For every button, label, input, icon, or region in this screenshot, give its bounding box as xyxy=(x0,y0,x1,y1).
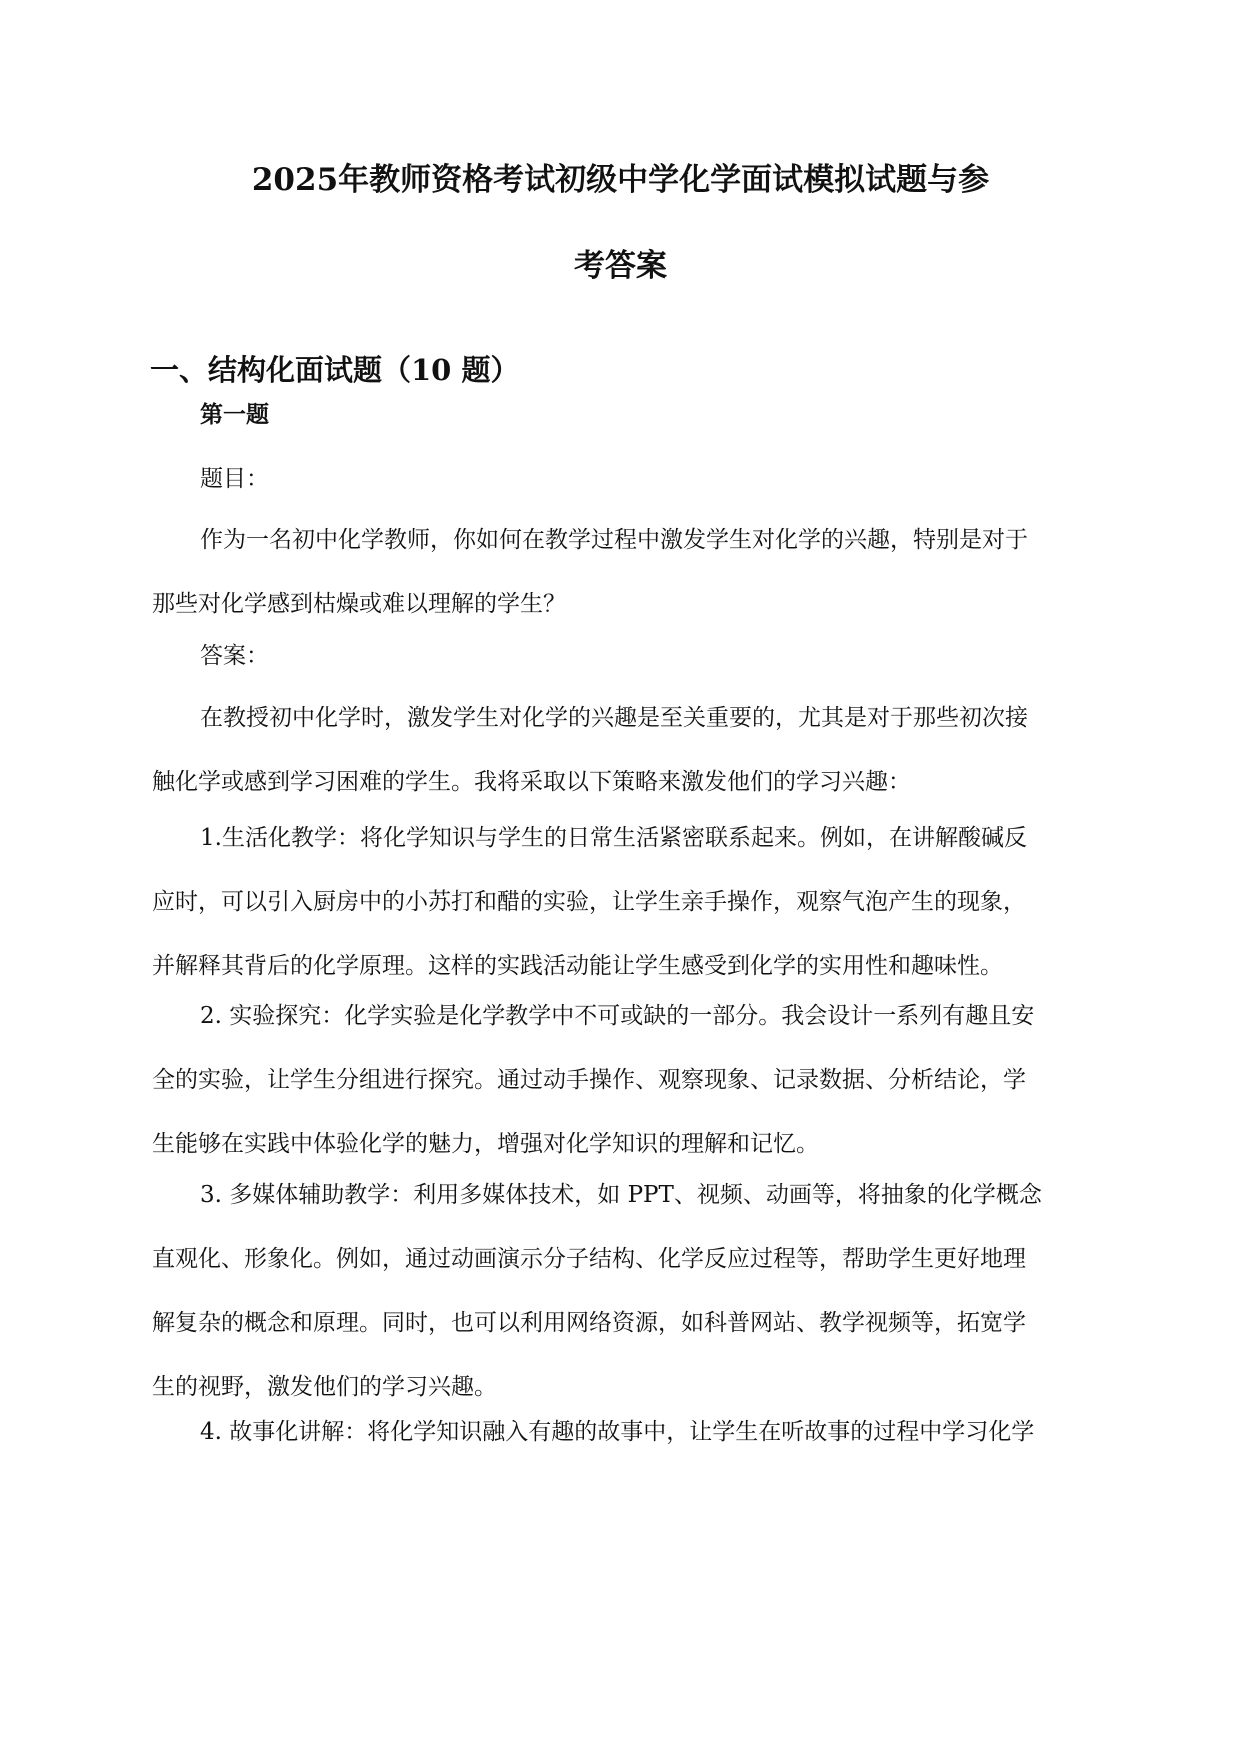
point3-line-3: 解复杂的概念和原理。同时，也可以利用网络资源，如科普网站、教学视频等，拓宽学 xyxy=(152,1310,1026,1336)
question-heading: 第一题 xyxy=(200,401,269,428)
document-title-line-2: 考答案 xyxy=(574,248,667,284)
section-heading: 一、结构化面试题（10 题） xyxy=(150,353,520,387)
answer-label: 答案： xyxy=(200,643,269,669)
answer-point-3 xyxy=(152,1163,1092,1419)
answer-point-4 xyxy=(152,1400,1092,1464)
point2-line-2: 全的实验，让学生分组进行探究。通过动手操作、观察现象、记录数据、分析结论，学 xyxy=(152,1067,1026,1093)
point3-line-4: 生的视野，激发他们的学习兴趣。 xyxy=(152,1374,497,1400)
point4-line-1: 4. 故事化讲解：将化学知识融入有趣的故事中，让学生在听故事的过程中学习化学 xyxy=(200,1419,1035,1445)
answer-point-1 xyxy=(152,806,1092,998)
point1-line-1: 1.生活化教学：将化学知识与学生的日常生活紧密联系起来。例如，在讲解酸碱反 xyxy=(200,825,1027,851)
question-line-2: 那些对化学感到枯燥或难以理解的学生？ xyxy=(152,591,566,617)
point2-line-3: 生能够在实践中体验化学的魅力，增强对化学知识的理解和记忆。 xyxy=(152,1131,819,1157)
question-label: 题目： xyxy=(200,466,269,492)
point3-line-2: 直观化、形象化。例如，通过动画演示分子结构、化学反应过程等，帮助学生更好地理 xyxy=(152,1246,1026,1272)
question-line-1: 作为一名初中化学教师，你如何在教学过程中激发学生对化学的兴趣，特别是对于 xyxy=(200,527,1028,553)
answer-intro xyxy=(152,686,1092,814)
point2-line-1: 2. 实验探究：化学实验是化学教学中不可或缺的一部分。我会设计一系列有趣且安 xyxy=(200,1003,1035,1029)
point3-line-1: 3. 多媒体辅助教学：利用多媒体技术，如 PPT、视频、动画等，将抽象的化学概念 xyxy=(200,1182,1042,1208)
answer-intro-line-1: 在教授初中化学时，激发学生对化学的兴趣是至关重要的，尤其是对于那些初次接 xyxy=(200,705,1028,731)
document-title-line-1: 2025年教师资格考试初级中学化学面试模拟试题与参 xyxy=(251,162,990,198)
point1-line-2: 应时，可以引入厨房中的小苏打和醋的实验，让学生亲手操作，观察气泡产生的现象， xyxy=(152,889,1026,915)
answer-intro-line-2: 触化学或感到学习困难的学生。我将采取以下策略来激发他们的学习兴趣： xyxy=(152,769,911,795)
answer-point-2 xyxy=(152,984,1092,1176)
question-text xyxy=(152,508,1092,636)
point1-line-3: 并解释其背后的化学原理。这样的实践活动能让学生感受到化学的实用性和趣味性。 xyxy=(152,953,1003,979)
